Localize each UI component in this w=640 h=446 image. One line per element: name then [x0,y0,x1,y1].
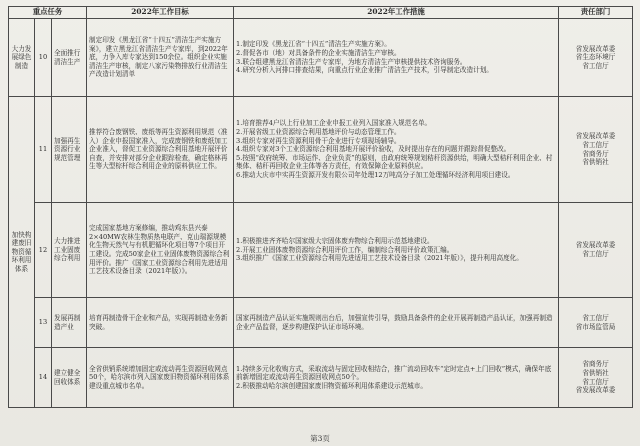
page-number: 第3页 [310,434,330,443]
measure-item: 1.制定印发《黑龙江省“十四五”清洁生产实施方案》。 [236,40,391,49]
task-name: 建立健全回收体系 [52,348,87,408]
measure-item: 国家再制造产品认证实施规则出台后，加强宣传引导，鼓励具备条件的企业开展再制造产品认证，加强再制造企业产品监督，逐步构建保护认证市场环境。 [236,313,553,331]
header-category: 重点任务 [9,7,87,19]
dept-item: 省工信厅 [582,250,609,258]
dept-item: 省生态环境厅 [575,53,616,62]
table-header-row [9,7,633,19]
dept-cell [559,97,633,203]
table-row [9,203,633,298]
measures-cell [234,19,559,97]
task-name: 全面推行清洁生产 [52,19,87,97]
goal-text: 全省供销系统增加固定或流动再生资源回收网点50个，哈尔滨市列入国家废旧物资循环利用体系建设重点城市名单。 [87,348,234,408]
goal-text: 制定印发《黑龙江省“十四五”清洁生产实施方案》，建立黑龙江省清洁生产专家库，到2022年底，力争入库专家达到150余位。组织企业实施清洁生产审核，制定八家污染物排放行业清洁生产改造计划清单 [87,19,234,97]
goal-text: 推荐符合废钢铁、废纸等再生资源利用规范（准入）企业申报国家准入，完成废钢铁和废纸加工企业准入，督促工业资源综合利用基地开展评价自查，并安排对部分企业跟踪检查，确定格林再生等大型棕杆综合利用企业的原料供应工作。 [87,97,234,203]
measure-item: 6.推动大庆市中实再生资源开发有限公司年处理12万吨高分子加工处理循环经济利用项目建设。 [236,170,515,179]
dept-cell [559,203,633,298]
measure-item: 3.组织推广《国家工业资源综合利用先进适用工艺技术设备目录（2021年版）》，提升利用高度化。 [236,254,523,263]
dept-item: 省工信厅 [582,377,609,386]
measure-item: 1.持续多元化收购方式，采取流动与固定回收相结合，推广流动回收车“定时定点+上门回收”模式，确保年底前新增固定或流动再生资源回收网点50个。 [236,364,552,382]
task-name: 大力推进工业固废综合利用 [52,203,87,298]
measure-item: 1.积极推进齐齐哈尔国家级大宗固体废弃物综合利用示范基地建设。 [236,237,434,246]
tasks-table [8,6,633,408]
measure-item: 2.督促各市（地）对具备条件的企业实施清洁生产审核。 [236,48,401,57]
dept-cell [559,348,633,408]
measure-item: 2.开展省级工业资源综合利用基地评价与动态管理工作。 [236,128,401,137]
dept-item: 省发展改革委 [575,386,616,395]
table-row [9,19,633,97]
table-row [9,348,633,408]
measures-cell [234,97,559,203]
measures-cell [234,298,559,348]
dept-item: 省商务厅 [582,360,609,369]
measure-item: 4.组织专家对3个工业资源综合利用基地开展评价验收，及时提出存在的问题并跟踪督促整改。 [236,145,511,154]
header-measures: 2022年工作措施 [234,7,559,19]
row-number: 11 [35,97,52,203]
goal-text: 完成国家基地方案修编，推动鸡东县兴泰2×40MW农林生物质热电联产、克山瑞源规模化生物天然气与有机肥循环化项目等7个项目开工建设。完成50家企业工业固体废物资源综合利用评价。推广《国家工业资源综合利用先进适用工艺技术设备目录（2021年版）》。 [87,203,234,298]
dept-item: 省市场监管局 [575,322,616,331]
dept-item: 省发展改革委 [575,132,616,141]
dept-item: 省供销社 [582,158,609,167]
measure-item: 5.按照“政府统筹、市场运作、企业负责”的原则，由政府统筹规划秸秆资源供给，明确大型秸秆利用企业、村集体、秸秆再回收企业主体等各方责任，有效保障企业原料供应。 [236,153,553,171]
task-name: 发展再制造产业 [52,298,87,348]
category-cell: 大力发展绿色制造 [9,19,35,97]
dept-item: 省商务厅 [582,149,609,158]
category-group-cell: 加快构建废旧物资循环利用体系 [9,97,35,408]
measures-cell [234,203,559,298]
dept-item: 省工信厅 [582,313,609,322]
measure-item: 4.研究分析入河排口排查结果，向重点行业企业推广清洁生产技术，引导制定改造计划。 [236,66,493,75]
table-row [9,298,633,348]
row-number: 12 [35,203,52,298]
dept-cell [559,298,633,348]
dept-item: 省工信厅 [582,140,609,149]
dept-item: 省发展改革委 [575,44,616,53]
header-dept: 责任部门 [559,7,633,19]
dept-item: 省供销社 [582,368,609,377]
measure-item: 1.培育推荐4户以上行业加工企业申报工业列入国家准入规范名单。 [236,119,432,128]
measure-item: 3.组织专家对再生资源利用骨干企业进行专项现场辅导。 [236,136,401,145]
dept-item: 省工信厅 [582,61,609,70]
measure-item: 2.积极推动哈尔滨创建国家废旧物资循环利用体系建设示范城市。 [236,381,427,390]
dept-item: 省发展改革委 [575,241,616,250]
dept-cell [559,19,633,97]
row-number: 14 [35,348,52,408]
goal-text: 培育再制造骨干企业和产品，实现再制造业务新突破。 [87,298,234,348]
row-number: 10 [35,19,52,97]
measure-item: 3.联合组建黑龙江省清洁生产专家库，为地方清洁生产审核提供技术咨询服务。 [236,57,467,66]
task-name: 加强再生资源行业规范管理 [52,97,87,203]
header-goal: 2022年工作目标 [87,7,234,19]
measure-item: 2.开展工业固体废物资源综合利用评价工作，编制综合利用评价政策汇编。 [236,245,454,254]
measures-cell [234,348,559,408]
row-number: 13 [35,298,52,348]
table-row [9,97,633,203]
